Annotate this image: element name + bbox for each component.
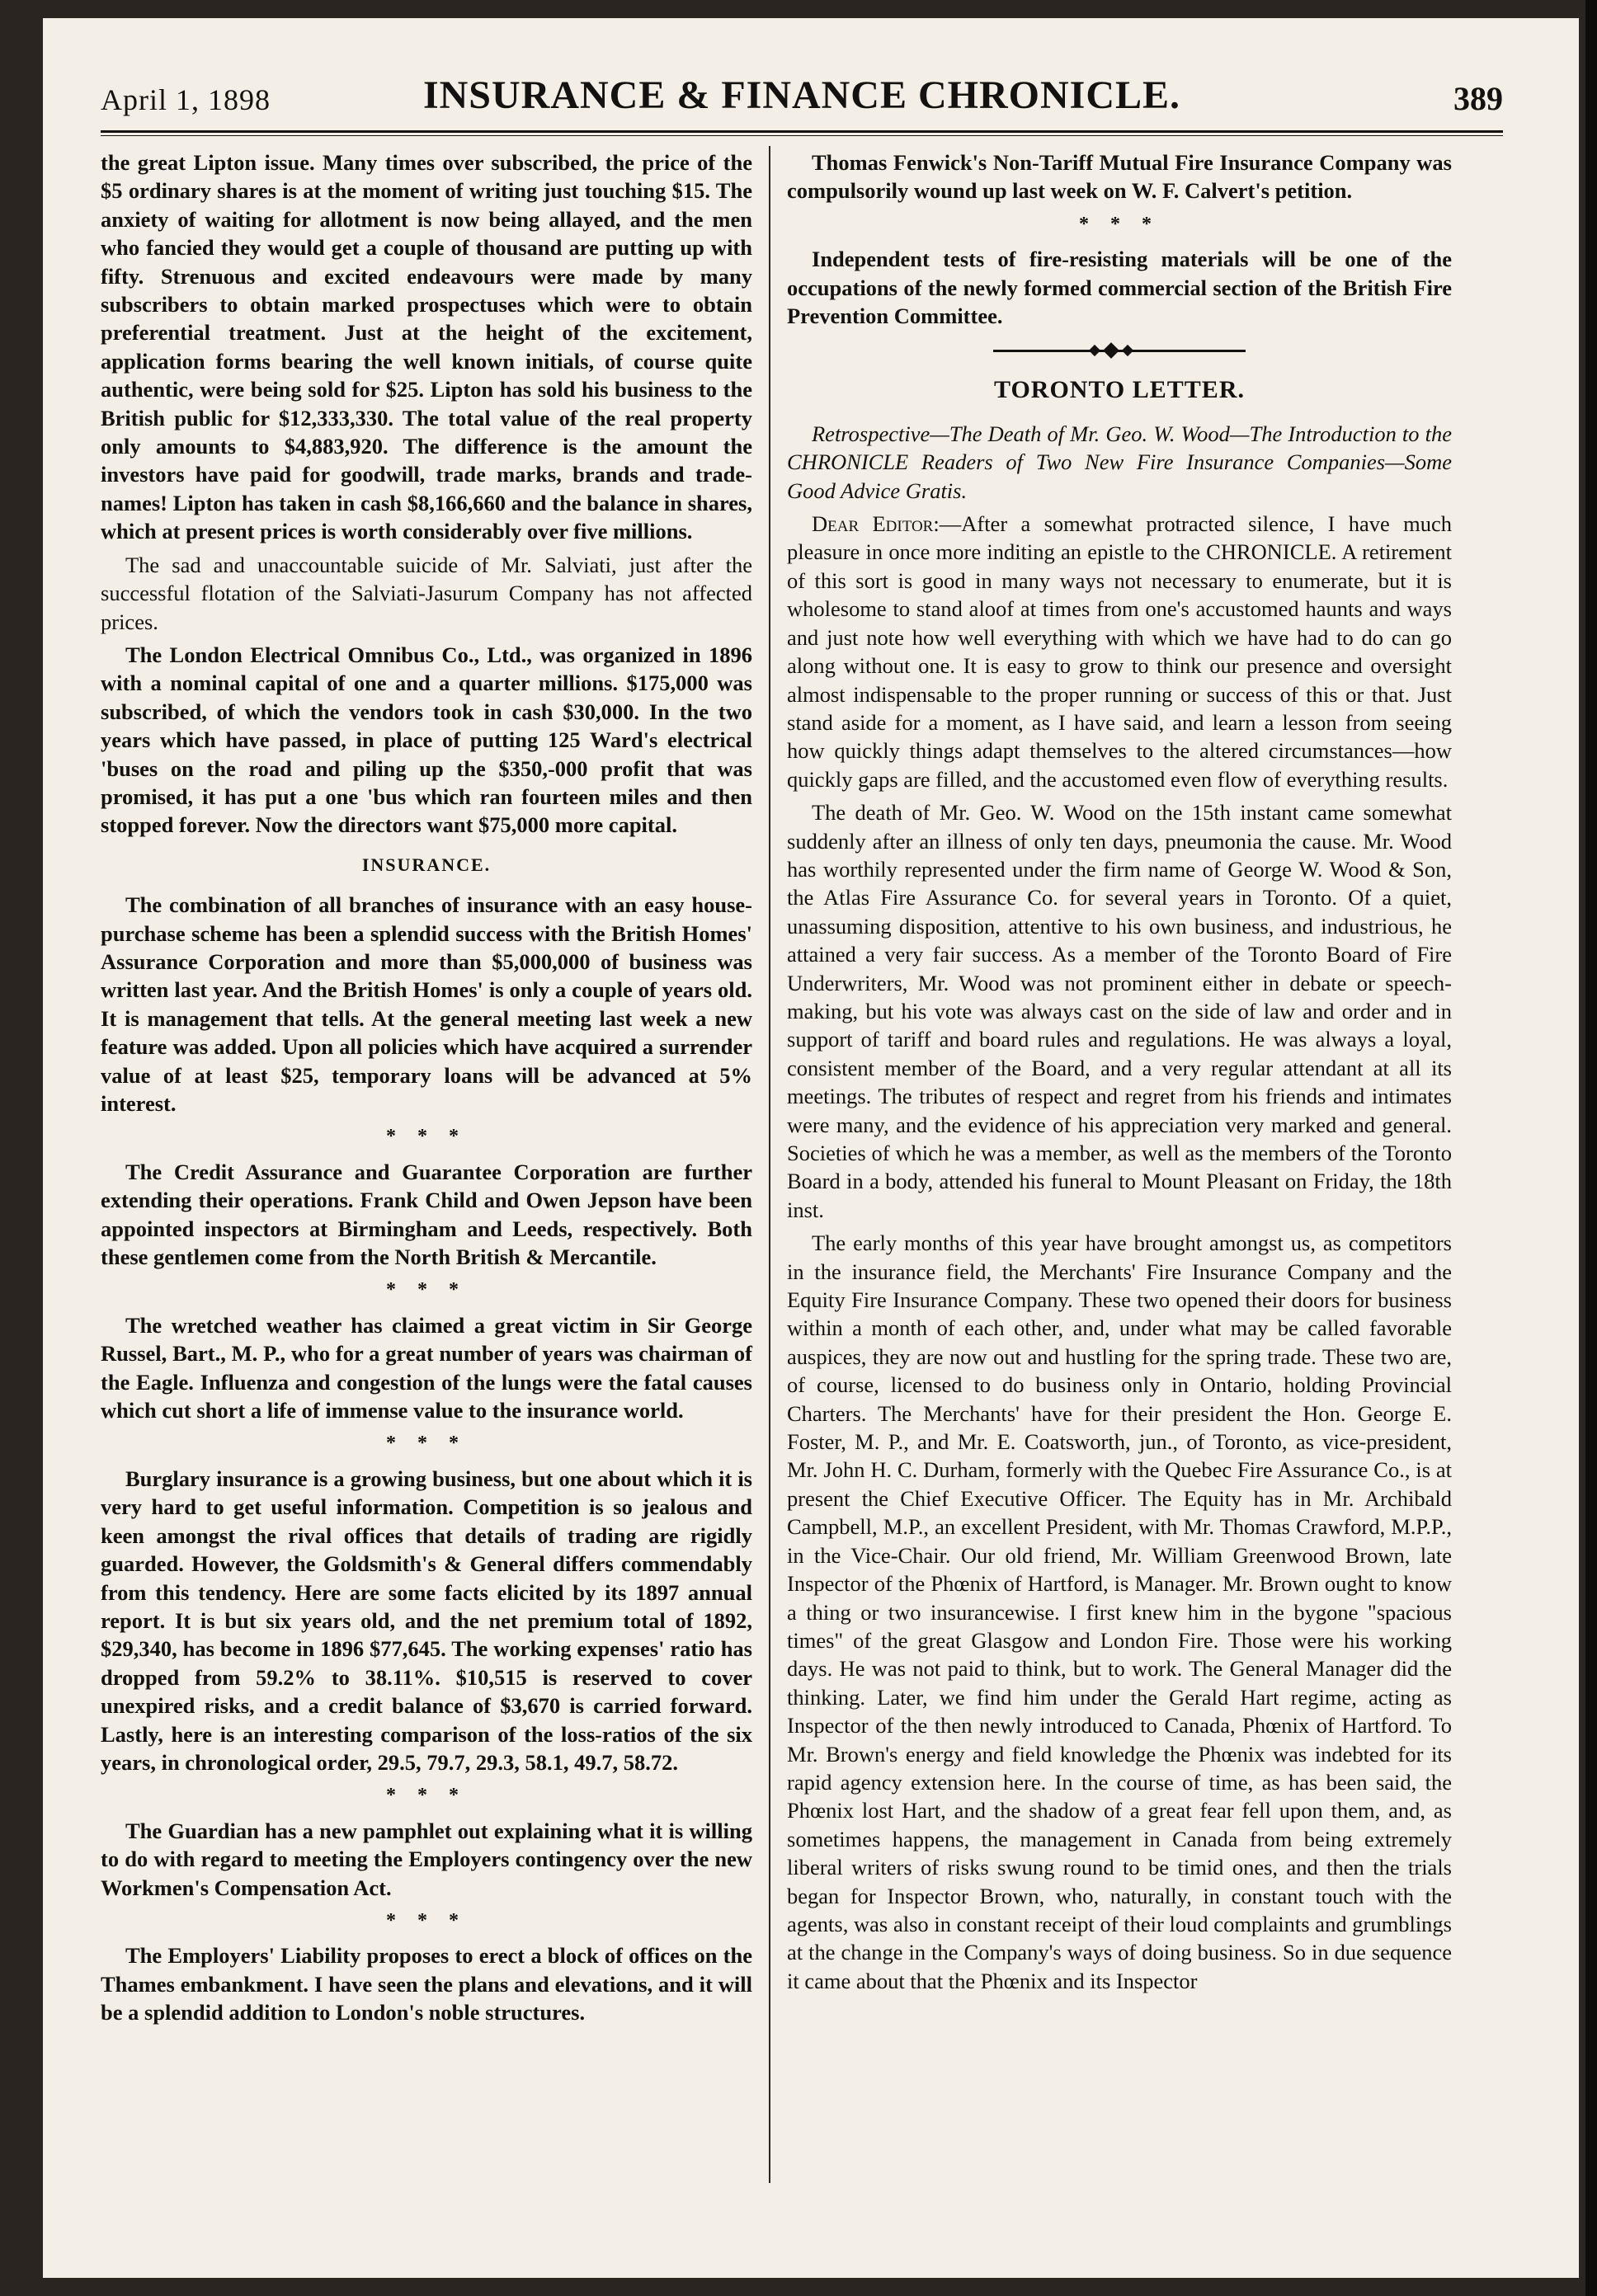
issue-date: April 1, 1898 [101,83,271,116]
salutation: Dear Editor: [812,511,940,537]
article-paragraph: The early months of this year have brought amongst us, as competitors in the insurance field, the Merchants' Fire Insurance Company and the Equity Fire Insurance Company. These two opened their doors for business within a month of each other, and, under what may be called favorable auspices, they are now out and hustling for the spring trade. These two are, of course, licensed to do business only in Ontario, holding Provincial Charters. The Merchants' have for their president the Hon. George E. Foster, M. P., and Mr. E. Coatsworth, jun., of Toronto, as vice-president, Mr. John H. C. Durham, formerly with the Quebec Fire Assurance Co., is at present the Chief Executive Officer. The Equity has in Mr. Archibald Campbell, M.P., an excellent President, with Mr. Thomas Crawford, M.P.P., in the Vice-Chair. Our old friend, Mr. William Greenwood Brown, late Inspector of the Phœnix of Hartford, is Manager. Mr. Brown ought to know a thing or two insurancewise. I first knew him in the bygone "spacious times" of the great Glasgow and London Fire. Those were his working days. He was not paid to think, but to work. The General Manager did the thinking. Later, we find him under the Gerald Hart regime, acting as Inspector of the then newly introduced to Canada, Phœnix of Hartford. To Mr. Brown's energy and field knowledge the Phœnix was indebted for its rapid agency extension here. In the course of time, as has been said, the Phœnix lost Hart, and the shadow of a great fear fell upon them, and, as sometimes happens, the management in Canada from being extremely liberal writers of risks swung round to be timid ones, and then the trials began for Inspector Brown, who, naturally, in constant touch with the agents, was also in constant receipt of their loud complaints and grumblings at the change in the Company's ways of doing business. So in due sequence it came about that the Phœnix and its Inspector [787,1230,1452,1993]
section-heading-insurance: INSURANCE. [361,854,492,875]
article-paragraph: The wretched weather has claimed a great victim in Sir George Russel, Bart., M. P., who for a great number of years was chairman of the Eagle. Influenza and congestion of the lungs were the fatal causes which cut short a life of immense value to the insurance world. [101,1312,752,1423]
article-paragraph: The Employers' Liability proposes to erect a block of offices on the Thames embankment. I have seen the plans and elevations, and it will be a splendid addition to London's noble structures. [101,1943,752,2025]
separator-stars: * * * [386,1909,467,1931]
article-paragraph: Independent tests of fire-resisting materials will be one of the occupations of the newly formed commercial section of the British Fire Prevention Committee. [787,247,1452,329]
header-rule [101,130,1503,136]
ornament-diamond [1122,345,1133,356]
separator-stars: * * * [386,1433,467,1455]
page-number: 389 [1453,80,1503,117]
ornamental-divider [787,343,1452,358]
article-paragraph: The Guardian has a new pamphlet out explaining what it is willing to do with regard to meeting the Employers contingency over the new Workmen's Compensation Act. [101,1818,752,1900]
page-edge-shadow [1585,0,1597,2296]
separator-stars: * * * [1079,213,1160,235]
separator-stars: * * * [386,1279,467,1301]
newspaper-page [43,18,1579,2278]
publication-title: INSURANCE & FINANCE CHRONICLE. [422,73,1181,117]
separator-stars: * * * [386,1126,467,1148]
letter-opening [787,510,1452,793]
article-paragraph: The death of Mr. Geo. W. Wood on the 15th instant came somewhat suddenly after an illness of only ten days, pneumonia the cause. Mr. Wood has worthily represented under the firm name of George W. Wood & Son, the Atlas Fire Assurance Co. for several years in Toronto. Of a quiet, unassuming disposition, attentive to his own business, and industrious, he attained a very fair success. As a member of the Toronto Board of Fire Underwriters, Mr. Wood was not prominent either in debate or speech-making, but his vote was always cast on the side of law and order and in support of tariff and board rules and regulations. He was always a loyal, consistent member of the Board, and a very regular attendant at all its meetings. The tributes of respect and regret from his friends and intimates were many, and the evidence of his appreciation very marked and general. Societies of which he was a member, as well as the members of the Toronto Board in a body, attended his funeral to Mount Pleasant on Friday, the 18th inst. [787,800,1452,1222]
article-paragraph: the great Lipton issue. Many times over subscribed, the price of the $5 ordinary shares is at the moment of writing just touching $15. The anxiety of waiting for allotment is now being allayed, and the men who fancied they would get a couple of thousand are putting up with fifty. Strenuous and excited endeavours were made by many subscribers to obtain marked prospectuses which were to obtain preferential treatment. Just at the height of the excitement, application forms bearing the well known initials, of course quite authentic, were being sold for $25. Lipton has sold his business to the British public for $12,333,330. The total value of the real property only amounts to $4,883,920. The difference is the amount the investors have paid for goodwill, trade marks, brands and trade-names! Lipton has taken in cash $8,166,660 and the balance in shares, which at present prices is worth considerably over five millions. [101,150,752,544]
letter-title: TORONTO LETTER. [994,376,1245,404]
right-column [787,148,1452,2000]
article-paragraph: Thomas Fenwick's Non-Tariff Mutual Fire Insurance Company was compulsorily wound up last week on W. F. Calvert's petition. [787,150,1452,204]
page-header [101,68,1503,125]
left-column [101,148,752,2032]
letter-paragraph-text: —After a somewhat protracted silence, I have much pleasure in once more inditing an epistle to the CHRONICLE. A retirement of this sort is good in many ways not necessary to enumerate, but it is wholesome to stand aloof at times from one's accustomed haunts and ways and just note how well everything with which we have had to do can go along without one. It is easy to grow to think our presence and oversight almost indispensable to the proper running or success of this or that. Just stand aside for a moment, as I have said, and learn a lesson from seeing how quickly things adapt themselves to the altered circumstances—how quickly gaps are filled, and the accustomed even flow of everything results. [787,511,1452,792]
letter-subtitle: Retrospective—The Death of Mr. Geo. W. Wood—The Introduction to the CHRONICLE Readers of Two New Fire Insurance Companies—Some Good Advice Gratis. [787,421,1452,503]
article-paragraph: Burglary insurance is a growing business, but one about which it is very hard to get useful information. Competition is so jealous and keen amongst the rival offices that details of trading are rigidly guarded. However, the Goldsmith's & General differs commendably from this tendency. Here are some facts elicited by its 1897 annual report. It is but six years old, and the net premium total of 1892, $29,340, has become in 1896 $77,645. The working expenses' ratio has dropped from 59.2% to 38.11%. $10,515 is reserved to cover unexpired risks, and a credit balance of $3,670 is carried forward. Lastly, here is an interesting comparison of the loss-ratios of the six years, in chronological order, 29.5, 79.7, 29.3, 58.1, 49.7, 58.72. [101,1466,752,1775]
article-paragraph: The London Electrical Omnibus Co., Ltd., was organized in 1896 with a nominal capital of one and a quarter millions. $175,000 was subscribed, of which the vendors took in cash $30,000. In the two years which have passed, in place of putting 125 Ward's electrical 'buses on the road and piling up the $350,-000 profit that was promised, it has put a one 'bus which ran fourteen miles and then stopped forever. Now the directors want $75,000 more capital. [101,642,752,838]
ornament-diamond [1103,343,1119,360]
article-paragraph: The Credit Assurance and Guarantee Corporation are further extending their operations. Frank Child and Owen Jepson have been appointed inspectors at Birmingham and Leeds, respectively. Both these gentlemen come from the North British & Mercantile. [101,1159,752,1270]
article-paragraph: The sad and unaccountable suicide of Mr. Salviati, just after the successful flotation of the Salviati-Jasurum Company has not affected prices. [101,552,752,634]
separator-stars: * * * [386,1785,467,1807]
ornament-diamond [1089,345,1100,356]
column-divider [769,146,770,2183]
article-paragraph: The combination of all branches of insurance with an easy house-purchase scheme has been a splendid success with the British Homes' Assurance Corporation and more than $5,000,000 of business was written last year. And the British Homes' is only a couple of years old. It is management that tells. At the general meeting last week a new feature was added. Upon all policies which have acquired a surrender value of at least $25, temporary loans will be advanced at 5% interest. [101,892,752,1116]
